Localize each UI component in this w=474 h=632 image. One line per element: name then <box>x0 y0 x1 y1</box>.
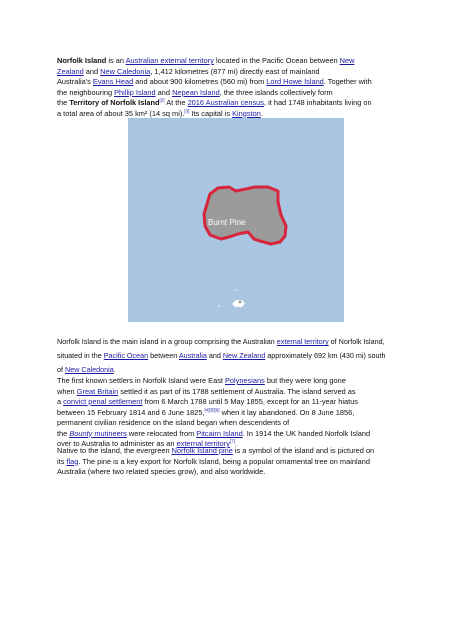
link-evans-head[interactable]: Evans Head <box>92 77 134 86</box>
pine-paragraph: Native to the island, the evergreen Norfolk Island pine is a symbol of the island and is pictured on its flag. The pine is a key export for Norfolk Island, being a popular ornamental tree on mainland Australia (where two related species grow), and also worldwide. <box>57 446 375 476</box>
map-graphic <box>128 118 344 322</box>
island-dot <box>239 301 242 304</box>
territory-name: Territory of Norfolk Island <box>69 98 160 107</box>
link-australian-external-territory[interactable]: Australian external territory <box>125 56 214 65</box>
citation-2[interactable]: [2] <box>159 97 165 103</box>
history-paragraph: The first known settlers in Norfolk Island were East Polynesians but they were long gone when Great Britain settled it as part of its 1788 settlement of Australia. The island served as a convict penal settlement from 6 March 1788 until 5 May 1855, except for an 11-year hiatus between 15 February 1814 and 6 June 1825,[4][5][6] when it lay abandoned. On 8 June 1856, permanent civilian residence on the island began when descendents of the Bounty mutineers were relocated from Pitcairn Island. In 1914 the UK handed Norfolk Island over to Australia to administer as an external territory[7]. <box>57 376 371 448</box>
caption-link-new-zealand[interactable]: New Zealand <box>222 351 266 361</box>
link-great-britain[interactable]: Great Britain <box>76 386 119 396</box>
map-label-burnt-pine: Burnt Pine <box>208 218 246 227</box>
link-external-territory[interactable]: external territory <box>176 439 230 448</box>
link-new-caledonia[interactable]: New Caledonia <box>100 66 151 76</box>
link-lord-howe-island[interactable]: Lord Howe Island <box>266 77 324 86</box>
intro-paragraph: Norfolk Island is an Australian external territory located in the Pacific Ocean between New Zealand and New Caledonia, 1,412 kilometres (877 mi) directly east of mainland Australia's Evans Head and about 900 kilometres (560 mi) from Lord Howe Island. Together with the neighbouring Phillip Island and Nepean Island, the three islands collectively form the Territory of Norfolk Island[2] At the 2016 Australian census, it had 1748 inhabitants living on a total area of about 35 km² (14 sq mi).[3] Its capital is Kingston. <box>57 56 372 118</box>
link-bounty-mutineers[interactable]: Bounty mutineers <box>69 428 127 438</box>
link-new-zealand-part2[interactable]: Zealand <box>57 66 84 76</box>
link-flag[interactable]: flag <box>66 456 79 466</box>
link-kingston[interactable]: Kingston <box>232 108 261 118</box>
link-polynesians[interactable]: Polynesians <box>225 376 265 385</box>
link-nepean-island[interactable]: Nepean Island <box>172 87 220 97</box>
caption-link-external-territory[interactable]: external territory <box>276 337 329 346</box>
norfolk-island-map <box>128 118 344 322</box>
link-2016-census[interactable]: 2016 Australian census <box>187 98 264 107</box>
citation-7[interactable]: [7] <box>229 438 235 444</box>
link-phillip-island[interactable]: Phillip Island <box>114 87 156 97</box>
link-pitcairn-island[interactable]: Pitcairn Island <box>196 428 243 438</box>
caption-link-new-caledonia[interactable]: New Caledonia <box>65 365 114 375</box>
caption-link-pacific-ocean[interactable]: Pacific Ocean <box>103 351 149 361</box>
caption-link-australia[interactable]: Australia <box>178 351 207 361</box>
map-caption: Norfolk Island is the main island in a group comprising the Australian external territory of Norfolk Island, situated in the Pacific Ocean between Australia and New Zealand approximately 692 km (430 mi) south of New Caledonia. <box>57 337 386 375</box>
citation-3[interactable]: [3] <box>184 108 190 114</box>
islet-dot <box>218 305 220 307</box>
citation-4-5-6[interactable]: [4][5][6] <box>204 407 220 413</box>
link-norfolk-island-pine[interactable]: Norfolk Island pine <box>171 446 233 455</box>
link-convict-penal-settlement[interactable]: convict penal settlement <box>63 397 143 406</box>
islet-dot <box>235 289 236 290</box>
article-subject: Norfolk Island <box>57 56 107 65</box>
link-new-zealand-part1[interactable]: New <box>339 56 355 65</box>
